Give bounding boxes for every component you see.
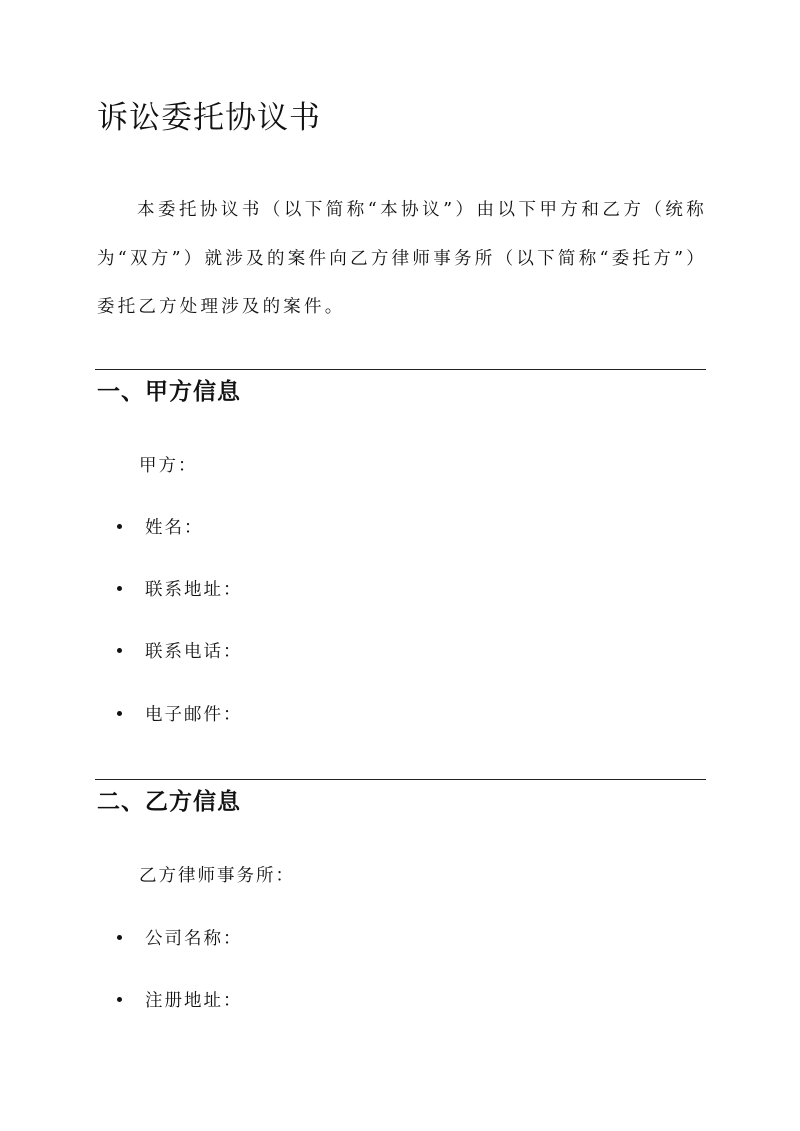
section-divider: [95, 779, 706, 780]
bullet-icon: [117, 586, 122, 591]
bullet-icon: [117, 935, 122, 940]
section-heading-party-b: 二、乙方信息: [97, 788, 241, 815]
field-label: 联系电话：: [145, 642, 243, 662]
bullet-icon: [117, 711, 122, 716]
bullet-icon: [117, 524, 122, 529]
party-b-label: 乙方律师事务所：: [139, 866, 295, 886]
field-label: 姓名：: [145, 518, 204, 538]
document-title: 诉讼委托协议书: [97, 100, 321, 136]
field-label: 联系地址：: [145, 580, 243, 600]
section-divider: [95, 369, 706, 370]
field-label: 注册地址：: [145, 991, 243, 1011]
party-a-label: 甲方：: [139, 456, 198, 476]
field-label: 公司名称：: [145, 929, 243, 949]
field-label: 电子邮件：: [145, 705, 243, 725]
bullet-icon: [117, 648, 122, 653]
bullet-icon: [117, 997, 122, 1002]
section-heading-party-a: 一、甲方信息: [97, 378, 241, 405]
intro-paragraph: 本委托协议书（以下简称“本协议”）由以下甲方和乙方（统称为“双方”）就涉及的案件向乙方律师事务所（以下简称“委托方”）委托乙方处理涉及的案件。: [97, 200, 707, 317]
